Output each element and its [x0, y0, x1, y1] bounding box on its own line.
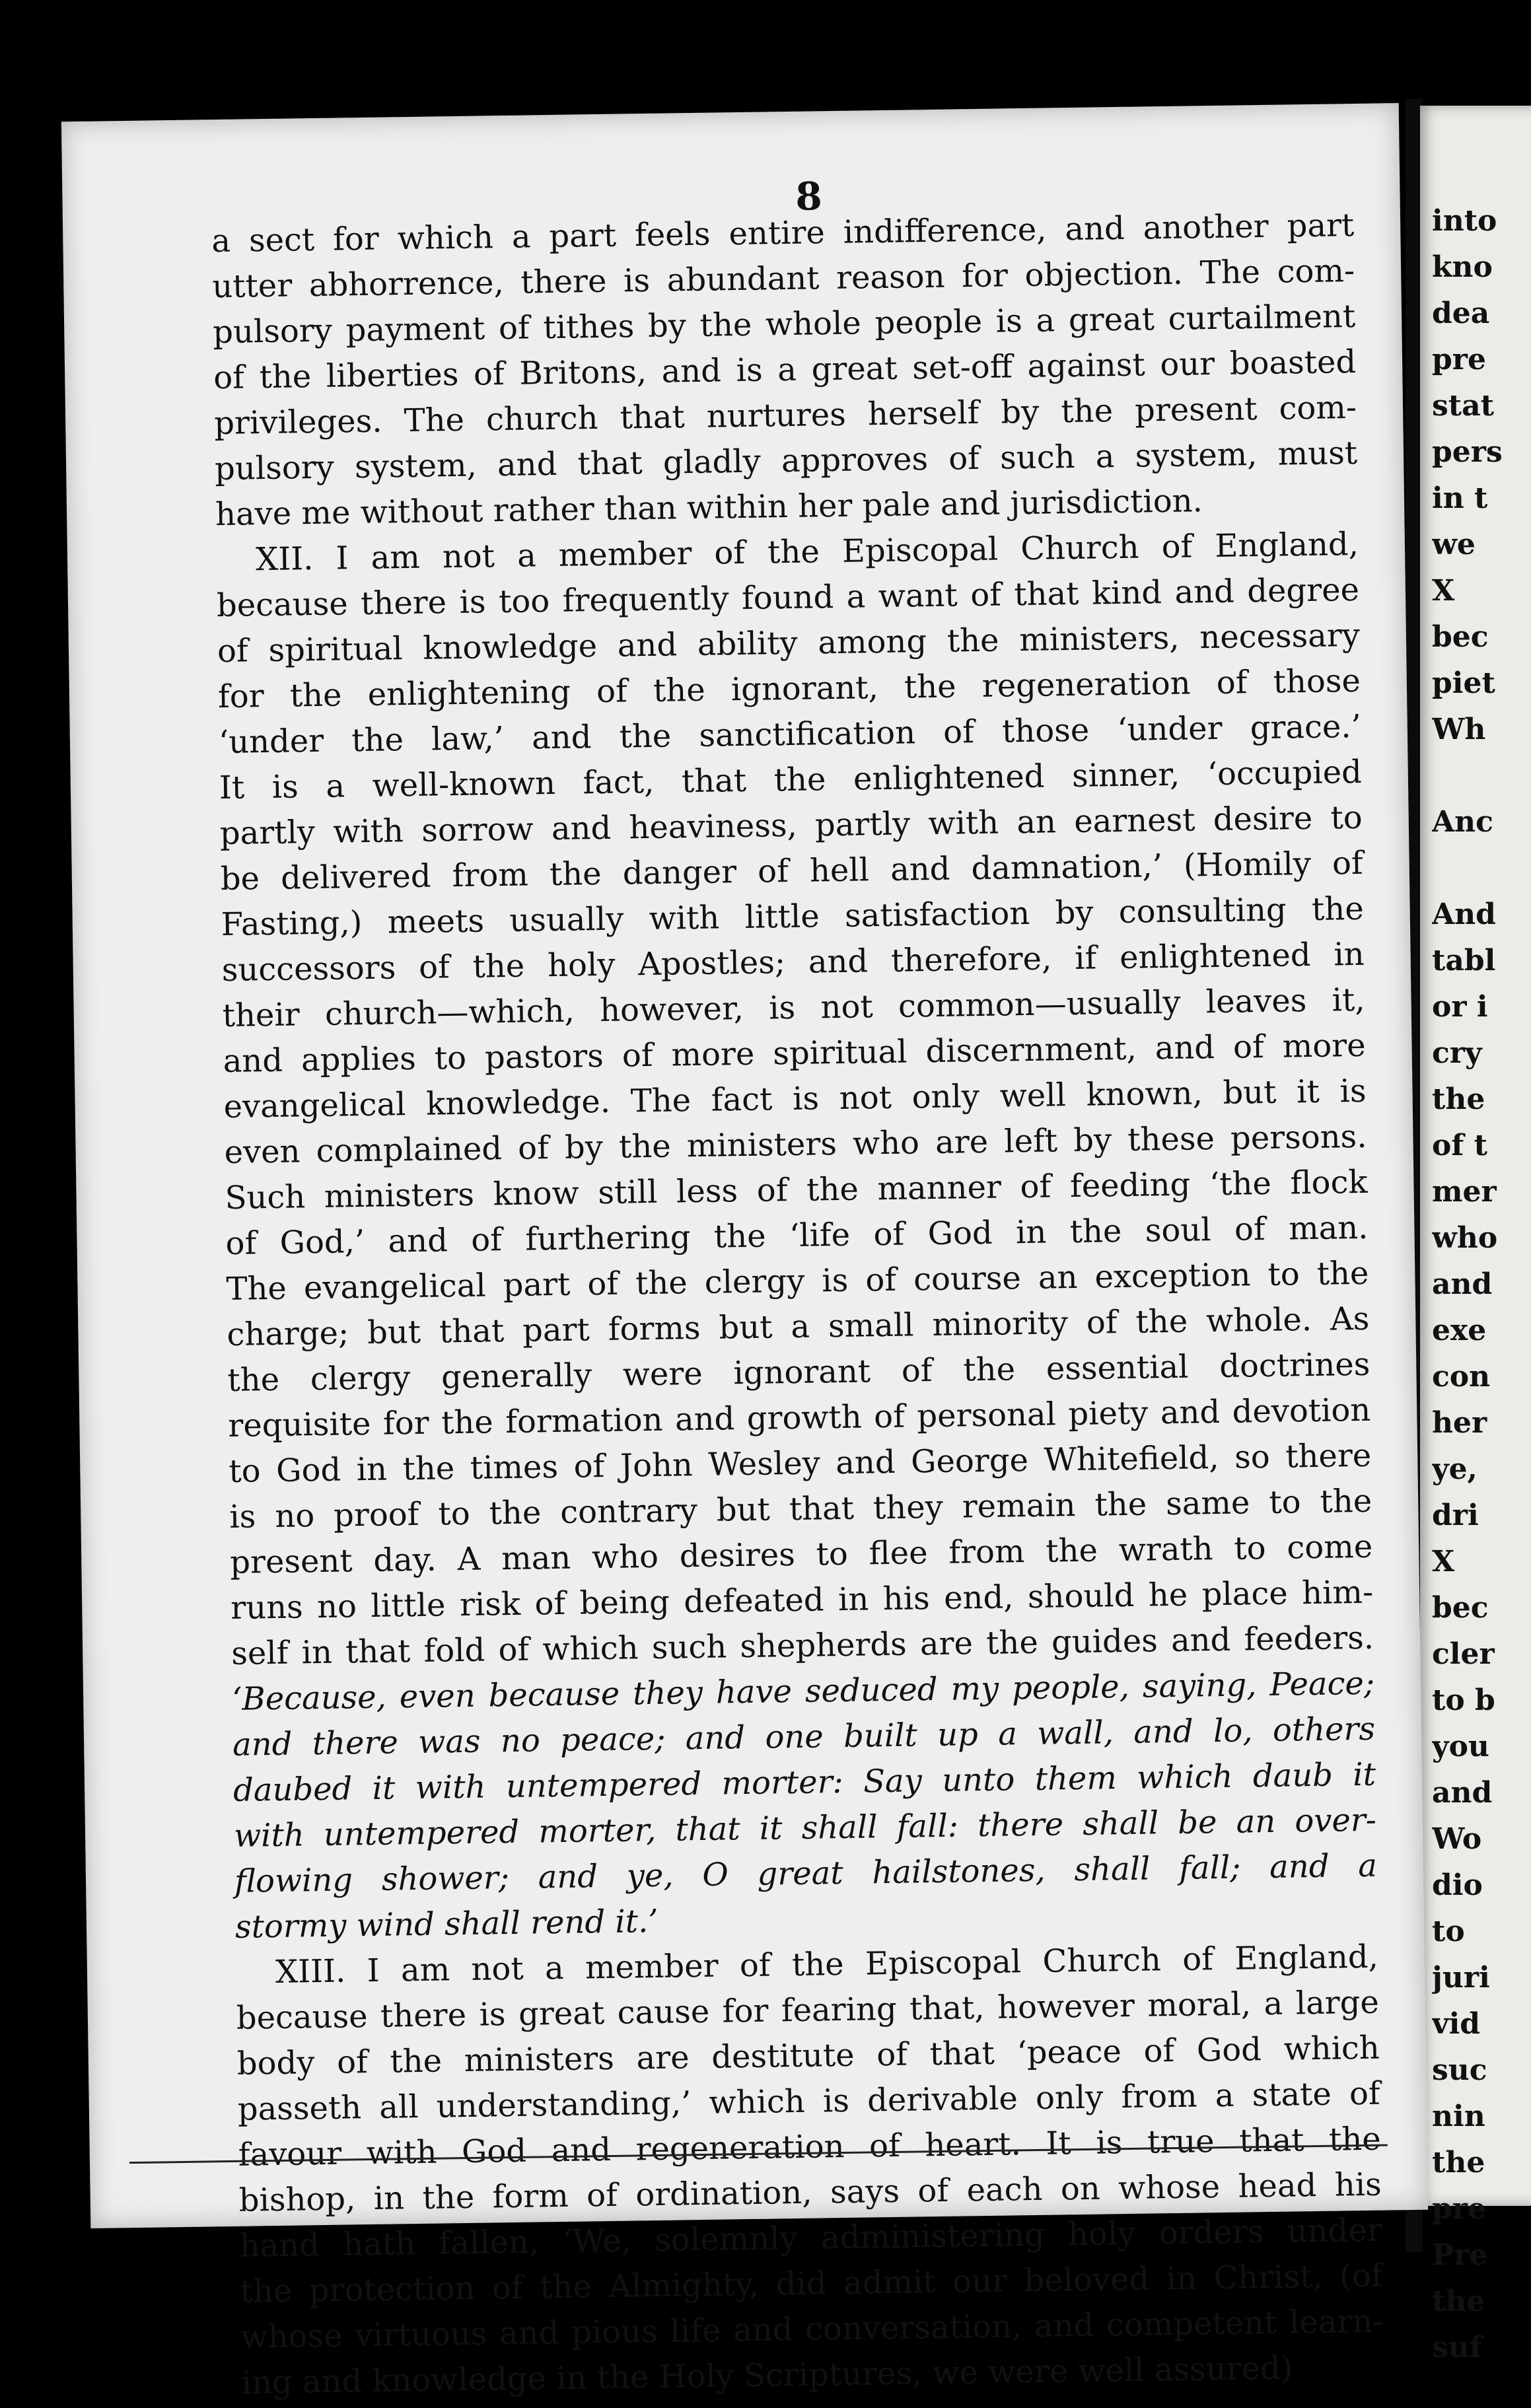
- facing-page-fragment: suc: [1432, 2053, 1487, 2087]
- facing-page-fragment: and: [1432, 1267, 1493, 1301]
- facing-page-fragment: juri: [1432, 1961, 1490, 1995]
- text-line: The evangelical part of the clergy is of course an exception to the: [226, 1254, 1369, 1308]
- text-line: requisite for the formation and growth of personal piety and devotion: [228, 1391, 1371, 1444]
- facing-page-fragment: X: [1432, 1545, 1455, 1578]
- facing-page-fragment: bec: [1432, 620, 1489, 654]
- facing-page-fragment: dri: [1432, 1499, 1479, 1532]
- text-line: the protection of the Almighty, did admit our beloved in Christ, (of: [240, 2257, 1383, 2310]
- facing-page-fragment: cry: [1432, 1036, 1482, 1070]
- facing-page-fragment: pers: [1432, 435, 1503, 469]
- facing-page-fragment: X: [1432, 574, 1455, 608]
- facing-page-fragment: [1432, 753, 1531, 799]
- book-page: [61, 103, 1428, 2401]
- facing-page-fragment: dea: [1432, 297, 1490, 330]
- facing-page-fragment: Wh: [1432, 713, 1486, 746]
- text-line: utter abhorrence, there is abundant reason for objection. The com-: [211, 252, 1355, 306]
- text-line: Fasting,) meets usually with little satisfaction by consulting the: [221, 890, 1365, 944]
- facing-page-fragment: the: [1432, 2284, 1485, 2318]
- text-line: bishop, in the form of ordination, says of each on whose head his: [238, 2166, 1382, 2219]
- facing-page-fragment: And: [1432, 898, 1496, 931]
- text-line: be delivered from the danger of hell and damnation,’ (Homily of: [220, 844, 1364, 898]
- text-line: present day. A man who desires to flee from the wrath to come: [229, 1528, 1373, 1581]
- facing-page-edge: [1420, 106, 1531, 2364]
- text-line: of God,’ and of furthering the ‘life of God in the soul of man.: [225, 1209, 1369, 1262]
- facing-page-fragment: into: [1432, 204, 1497, 238]
- text-line: partly with sorrow and heaviness, partly with an earnest desire to: [219, 798, 1363, 853]
- quoted-scripture-line: flowing shower; and ye, O great hailstones, shall fall; and a: [234, 1847, 1378, 1900]
- facing-page-fragment: Pre: [1432, 2238, 1488, 2272]
- text-line: charge; but that part forms but a small minority of the whole. As: [227, 1300, 1370, 1353]
- facing-page-fragment: in t: [1432, 481, 1488, 515]
- text-line: runs no little risk of being defeated in his end, should he place him-: [230, 1573, 1374, 1627]
- facing-page-fragment: piet: [1432, 666, 1495, 700]
- facing-page-fragment: bec: [1432, 1591, 1489, 1625]
- facing-page-fragment: cler: [1432, 1637, 1495, 1671]
- text-line: pulsory system, and that gladly approves of such a system, must: [214, 434, 1358, 488]
- facing-page-fragment: who: [1432, 1221, 1498, 1255]
- facing-page-fragment: kno: [1432, 250, 1493, 284]
- text-line: even complained of by the ministers who are left by these persons.: [224, 1117, 1367, 1171]
- text-line: because there is great cause for fearing that, however moral, a large: [236, 1983, 1380, 2037]
- text-line: of spiritual knowledge and ability among the ministers, necessary: [217, 616, 1361, 670]
- text-line: body of the ministers are destitute of that ‘peace of God which: [236, 2029, 1380, 2082]
- facing-page-fragment: of t: [1432, 1129, 1487, 1162]
- quoted-scripture-line: with untempered morter, that it shall fall: there shall be an over-: [233, 1801, 1377, 1855]
- facing-page-fragment: [1432, 845, 1531, 892]
- text-line: whose virtuous and pious life and conversation, and competent learn-: [240, 2302, 1384, 2356]
- text-line: because there is too frequently found a want of that kind and degree: [216, 571, 1360, 625]
- text-line: the clergy generally were ignorant of the essential doctrines: [227, 1345, 1371, 1399]
- text-line: and applies to pastors of more spiritual discernment, and of more: [223, 1026, 1366, 1080]
- text-line: self in that fold of which such shepherds are the guides and feeders.: [231, 1619, 1374, 1672]
- facing-page-fragment: to: [1432, 1915, 1465, 1948]
- text-line: a sect for which a part feels entire indifference, and another part: [211, 206, 1355, 260]
- facing-page-text: [1432, 198, 1531, 2371]
- facing-page-fragment: the: [1432, 2146, 1485, 2179]
- facing-page-fragment: vid: [1432, 2007, 1481, 2041]
- facing-page-fragment: her: [1432, 1406, 1487, 1440]
- paragraph-xiii: [236, 1934, 1384, 2406]
- text-line: It is a well-known fact, that the enlightened sinner, ‘occupied: [219, 753, 1363, 807]
- text-line: XII. I am not a member of the Episcopal Church of England,: [255, 525, 1359, 579]
- text-line: XIII. I am not a member of the Episcopal Church of England,: [275, 1938, 1379, 1991]
- facing-page-fragment: or i: [1432, 990, 1488, 1024]
- paragraph-xii: [216, 522, 1378, 1950]
- facing-page-fragment: the: [1432, 1082, 1485, 1116]
- text-line: favour with God and regeneration of heart. It is true that the: [238, 2120, 1382, 2174]
- paragraph-tithes: [211, 203, 1359, 538]
- facing-page-fragment: to b: [1432, 1683, 1495, 1717]
- text-line: of the liberties of Britons, and is a great set-off against our boasted: [213, 343, 1357, 397]
- text-line: have me without rather than within her pale and jurisdiction.: [215, 482, 1203, 534]
- facing-page-fragment: nin: [1432, 2100, 1485, 2133]
- text-line: pulsory payment of tithes by the whole people is a great curtailment: [212, 297, 1356, 351]
- quoted-scripture-line: daubed it with untempered morter: Say unto them which daub it: [232, 1755, 1376, 1809]
- text-line: privileges. The church that nurtures herself by the present com-: [213, 388, 1357, 443]
- text-line: is no proof to the contrary but that they remain the same to the: [229, 1482, 1372, 1536]
- text-line: to God in the times of John Wesley and George Whitefield, so there: [228, 1436, 1372, 1490]
- page-number: 8: [795, 174, 823, 219]
- facing-page-fragment: pre: [1432, 343, 1486, 376]
- text-line: evangelical knowledge. The fact is not only well known, but it is: [223, 1072, 1367, 1126]
- facing-page-fragment: suf: [1432, 2331, 1482, 2364]
- quoted-scripture-line: stormy wind shall rend it.’: [234, 1902, 659, 1946]
- text-line: for the enlightening of the ignorant, the regeneration of those: [217, 662, 1361, 716]
- text-line: successors of the holy Apostles; and therefore, if enlightened in: [221, 935, 1365, 989]
- facing-page-fragment: exe: [1432, 1314, 1487, 1347]
- text-line: hand hath fallen, ‘We, solemnly administering holy orders under: [239, 2211, 1382, 2265]
- facing-page-fragment: con: [1432, 1360, 1491, 1394]
- facing-page-fragment: you: [1432, 1730, 1489, 1763]
- facing-page-fragment: stat: [1432, 389, 1494, 423]
- facing-page-fragment: tabl: [1432, 944, 1496, 977]
- text-line: ‘under the law,’ and the sanctification of those ‘under grace.’: [218, 707, 1362, 761]
- facing-page-fragment: Anc: [1432, 805, 1493, 839]
- page-body: [211, 203, 1384, 2406]
- facing-page-fragment: we: [1432, 528, 1476, 561]
- facing-page-fragment: dio: [1432, 1868, 1483, 1902]
- facing-page-fragment: pre: [1432, 2192, 1486, 2226]
- text-line: their church—which, however, is not common—usually leaves it,: [222, 981, 1365, 1035]
- facing-page-fragment: and: [1432, 1776, 1493, 1810]
- text-line: ing and knowledge in the Holy Scriptures, we were well assured): [241, 2349, 1293, 2401]
- facing-page-fragment: Wo: [1432, 1822, 1482, 1856]
- quoted-scripture-line: and there was no peace; and one built up a wall, and lo, others: [232, 1710, 1376, 1763]
- text-line: passeth all understanding,’ which is derivable only from a state of: [237, 2074, 1381, 2128]
- facing-page-fragment: mer: [1432, 1175, 1497, 1209]
- text-line: Such ministers know still less of the manner of feeding ‘the flock: [225, 1163, 1368, 1217]
- quoted-scripture-line: ‘Because, even because they have seduced my people, saying, Peace;: [231, 1664, 1375, 1718]
- facing-page-fragment: ye,: [1432, 1452, 1478, 1486]
